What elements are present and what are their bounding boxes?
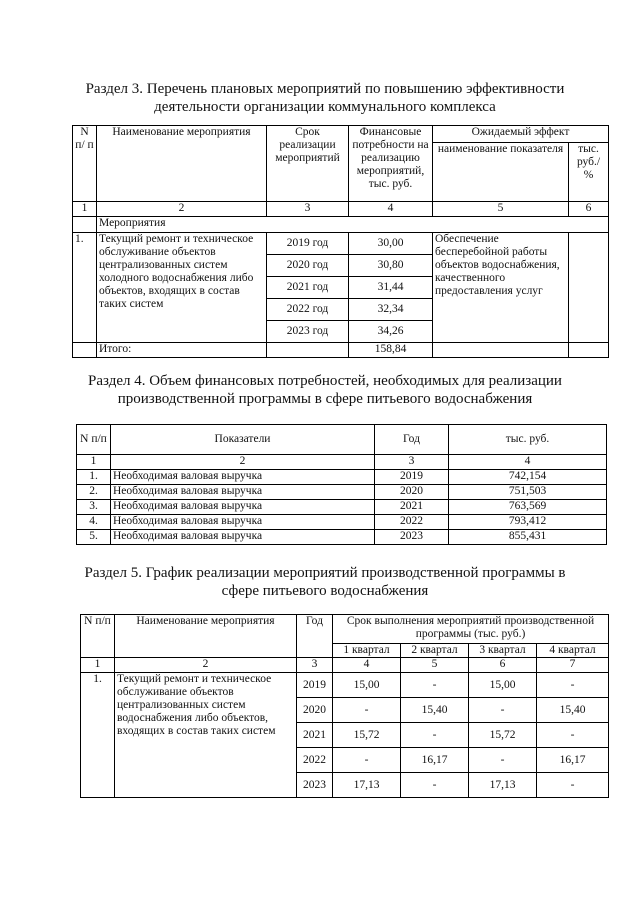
table-row — [77, 485, 607, 500]
s5-row-name: Текущий ремонт и техническое обслуживание объектов централизованных систем водоснабжения либо объектов, входящих в состав таких систем — [115, 673, 297, 798]
s4-row-name: Необходимая валовая выручка — [111, 500, 375, 515]
section4-title-line2: производственной программы в сфере питьевого водоснабжения — [117, 391, 533, 407]
s3-total-label: Итого: — [97, 343, 267, 358]
s4-colnum: 2 — [111, 455, 375, 470]
s5-q3: - — [469, 748, 537, 773]
s5-q4: - — [537, 723, 609, 748]
s4-header-year: Год — [375, 425, 449, 455]
s4-row-value: 742,154 — [449, 470, 607, 485]
s3-year: 2020 год — [267, 255, 349, 277]
s4-row-n: 3. — [77, 500, 111, 515]
s5-q1: - — [333, 748, 401, 773]
s5-header-year: Год — [297, 615, 333, 658]
s5-q3: - — [469, 698, 537, 723]
s5-colnum-row — [81, 658, 609, 673]
s5-q4: 15,40 — [537, 698, 609, 723]
s5-header-term: Срок выполнения мероприятий производственной программы (тыс. руб.) — [333, 615, 609, 644]
s4-row-year: 2023 — [375, 530, 449, 545]
s3-header-term: Срок реализации мероприятий — [267, 126, 349, 202]
s5-year: 2022 — [297, 748, 333, 773]
s3-value: 31,44 — [349, 277, 433, 299]
s5-q1: 17,13 — [333, 773, 401, 798]
s4-header-indicators: Показатели — [111, 425, 375, 455]
section5-title — [40, 564, 610, 600]
s3-value: 30,80 — [349, 255, 433, 277]
s4-row-value: 855,431 — [449, 530, 607, 545]
s4-row-year: 2021 — [375, 500, 449, 515]
s3-colnum: 4 — [349, 202, 433, 217]
section5-title-line1: Раздел 5. График реализации мероприятий производственной программы в — [84, 565, 566, 581]
s5-colnum: 3 — [297, 658, 333, 673]
s5-header-q2: 2 квартал — [401, 644, 469, 658]
s5-row-n: 1. — [81, 673, 115, 798]
s3-header-name: Наименование мероприятия — [97, 126, 267, 202]
s3-colnum-row — [73, 202, 609, 217]
table-row — [77, 500, 607, 515]
s5-q1: - — [333, 698, 401, 723]
s5-q1: 15,00 — [333, 673, 401, 698]
section5-table — [80, 614, 609, 798]
s3-colnum: 2 — [97, 202, 267, 217]
s4-row-value: 763,569 — [449, 500, 607, 515]
s5-year: 2023 — [297, 773, 333, 798]
s5-q2: 15,40 — [401, 698, 469, 723]
s3-year: 2022 год — [267, 299, 349, 321]
table-row — [77, 470, 607, 485]
section3-table — [72, 125, 609, 358]
s4-row-value: 751,503 — [449, 485, 607, 500]
s3-colnum: 6 — [569, 202, 609, 217]
s5-header-q1: 1 квартал — [333, 644, 401, 658]
s4-header-n: N п/п — [77, 425, 111, 455]
s3-colnum: 1 — [73, 202, 97, 217]
s3-total-row — [73, 343, 609, 358]
s5-year: 2020 — [297, 698, 333, 723]
s5-year: 2021 — [297, 723, 333, 748]
s4-row-name: Необходимая валовая выручка — [111, 530, 375, 545]
section4-title — [40, 372, 610, 408]
table-row — [77, 530, 607, 545]
section5-title-line2: сфере питьевого водоснабжения — [221, 583, 429, 599]
s4-row-name: Необходимая валовая выручка — [111, 470, 375, 485]
s3-row-effect: Обеспечение бесперебойной работы объектов водоснабжения, качественного предоставления услуг — [433, 233, 569, 343]
s5-year: 2019 — [297, 673, 333, 698]
s5-colnum: 6 — [469, 658, 537, 673]
s5-colnum: 4 — [333, 658, 401, 673]
s5-colnum: 7 — [537, 658, 609, 673]
s3-header-finance: Финансовые потребности на реализацию мероприятий, тыс. руб. — [349, 126, 433, 202]
table-row — [73, 233, 609, 255]
s4-row-year: 2020 — [375, 485, 449, 500]
s5-q2: - — [401, 723, 469, 748]
s4-row-name: Необходимая валовая выручка — [111, 515, 375, 530]
section4-table — [76, 424, 607, 545]
s5-colnum: 2 — [115, 658, 297, 673]
s5-q1: 15,72 — [333, 723, 401, 748]
s3-header-effect: Ожидаемый эффект — [433, 126, 609, 143]
s3-header-unit: тыс. руб./ % — [569, 143, 609, 202]
s3-year: 2021 год — [267, 277, 349, 299]
s5-q4: - — [537, 773, 609, 798]
section4-title-line1: Раздел 4. Объем финансовых потребностей, необходимых для реализации — [88, 373, 562, 389]
s4-colnum: 4 — [449, 455, 607, 470]
s4-colnum-row — [77, 455, 607, 470]
table-row — [81, 673, 609, 698]
s3-colnum: 3 — [267, 202, 349, 217]
s4-row-n: 5. — [77, 530, 111, 545]
s5-header-q3: 3 квартал — [469, 644, 537, 658]
s3-value: 30,00 — [349, 233, 433, 255]
s5-header-n: N п/п — [81, 615, 115, 658]
s3-group-label: Мероприятия — [97, 217, 609, 233]
s5-q2: - — [401, 673, 469, 698]
s5-header-name: Наименование мероприятия — [115, 615, 297, 658]
s3-year: 2019 год — [267, 233, 349, 255]
s5-q4: 16,17 — [537, 748, 609, 773]
s3-value: 32,34 — [349, 299, 433, 321]
s5-q3: 15,72 — [469, 723, 537, 748]
s4-colnum: 1 — [77, 455, 111, 470]
s4-header-sum: тыс. руб. — [449, 425, 607, 455]
s3-colnum: 5 — [433, 202, 569, 217]
s5-q2: - — [401, 773, 469, 798]
s5-q3: 15,00 — [469, 673, 537, 698]
s4-colnum: 3 — [375, 455, 449, 470]
s4-row-name: Необходимая валовая выручка — [111, 485, 375, 500]
s3-row-n: 1. — [73, 233, 97, 343]
s4-row-year: 2019 — [375, 470, 449, 485]
s3-value: 34,26 — [349, 321, 433, 343]
s4-row-n: 1. — [77, 470, 111, 485]
s5-q4: - — [537, 673, 609, 698]
s3-year: 2023 год — [267, 321, 349, 343]
s3-total-value: 158,84 — [349, 343, 433, 358]
section3-title-line1: Раздел 3. Перечень плановых мероприятий по повышению эффективности — [85, 81, 565, 97]
s4-row-value: 793,412 — [449, 515, 607, 530]
s5-colnum: 5 — [401, 658, 469, 673]
s5-colnum: 1 — [81, 658, 115, 673]
s5-q2: 16,17 — [401, 748, 469, 773]
s3-header-indicator: наименование показателя — [433, 143, 569, 202]
table-row — [77, 515, 607, 530]
s3-row-name: Текущий ремонт и техническое обслуживание объектов централизованных систем холодного водоснабжения либо объектов, входящих в состав таких систем — [97, 233, 267, 343]
s5-header-q4: 4 квартал — [537, 644, 609, 658]
s5-q3: 17,13 — [469, 773, 537, 798]
s4-row-n: 4. — [77, 515, 111, 530]
section3-title-line2: деятельности организации коммунального комплекса — [154, 99, 496, 115]
s3-header-n: N п/ п — [73, 126, 97, 202]
section3-title — [40, 80, 610, 116]
s4-row-n: 2. — [77, 485, 111, 500]
s4-row-year: 2022 — [375, 515, 449, 530]
